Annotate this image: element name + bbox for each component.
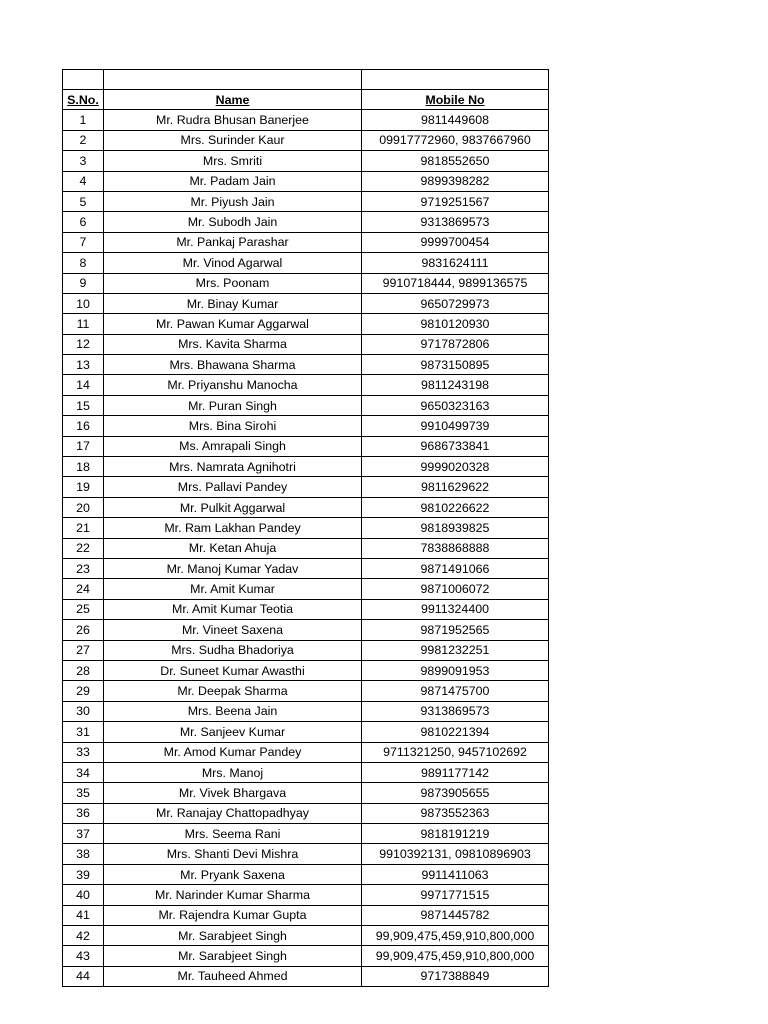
- sno-cell: 22: [63, 538, 104, 558]
- mobile-cell: 9811243198: [362, 375, 549, 395]
- name-cell: Mr. Tauheed Ahmed: [104, 966, 362, 986]
- name-cell: Mr. Deepak Sharma: [104, 681, 362, 701]
- mobile-cell: 9313869573: [362, 701, 549, 721]
- sno-cell: 10: [63, 293, 104, 313]
- sno-cell: 9: [63, 273, 104, 293]
- mobile-cell: 9811449608: [362, 110, 549, 130]
- sno-cell: 12: [63, 334, 104, 354]
- name-cell: Mr. Puran Singh: [104, 395, 362, 415]
- sno-cell: 5: [63, 191, 104, 211]
- sno-cell: 40: [63, 885, 104, 905]
- mobile-cell: 9873905655: [362, 783, 549, 803]
- mobile-cell: 9999020328: [362, 457, 549, 477]
- mobile-cell: 9971771515: [362, 885, 549, 905]
- mobile-cell: 9871475700: [362, 681, 549, 701]
- table-row: [63, 457, 549, 477]
- table-row: [63, 660, 549, 680]
- table-row: [63, 742, 549, 762]
- table-row: [63, 681, 549, 701]
- sno-cell: 44: [63, 966, 104, 986]
- name-cell: Mr. Priyanshu Manocha: [104, 375, 362, 395]
- table-row: [63, 640, 549, 660]
- table-row: [63, 110, 549, 130]
- name-cell: Mr. Narinder Kumar Sharma: [104, 885, 362, 905]
- name-cell: Mrs. Poonam: [104, 273, 362, 293]
- sno-cell: 11: [63, 314, 104, 334]
- sno-cell: 15: [63, 395, 104, 415]
- sno-cell: 3: [63, 151, 104, 171]
- name-cell: Mr. Rudra Bhusan Banerjee: [104, 110, 362, 130]
- table-row: [63, 762, 549, 782]
- mobile-cell: 09917772960, 9837667960: [362, 130, 549, 150]
- mobile-cell: 9650729973: [362, 293, 549, 313]
- table-row: [63, 416, 549, 436]
- sno-cell: 16: [63, 416, 104, 436]
- mobile-cell: 99,909,475,459,910,800,000: [362, 946, 549, 966]
- name-cell: Mrs. Kavita Sharma: [104, 334, 362, 354]
- mobile-cell: 9899091953: [362, 660, 549, 680]
- mobile-cell: 9818191219: [362, 824, 549, 844]
- table-row: [63, 844, 549, 864]
- mobile-cell: 9891177142: [362, 762, 549, 782]
- table-row: [63, 701, 549, 721]
- table-row: [63, 130, 549, 150]
- sno-cell: 6: [63, 212, 104, 232]
- name-cell: Mr. Sarabjeet Singh: [104, 946, 362, 966]
- mobile-cell: 9717872806: [362, 334, 549, 354]
- mobile-cell: 9810221394: [362, 722, 549, 742]
- table-row: [63, 212, 549, 232]
- sno-cell: 23: [63, 558, 104, 578]
- mobile-cell: 9911411063: [362, 864, 549, 884]
- name-cell: Mrs. Bina Sirohi: [104, 416, 362, 436]
- name-cell: Mrs. Smriti: [104, 151, 362, 171]
- table-row: [63, 803, 549, 823]
- sno-cell: 35: [63, 783, 104, 803]
- sno-cell: 8: [63, 253, 104, 273]
- name-cell: Mr. Padam Jain: [104, 171, 362, 191]
- mobile-cell: 9719251567: [362, 191, 549, 211]
- name-cell: Mr. Pankaj Parashar: [104, 232, 362, 252]
- blank-cell: [362, 70, 549, 90]
- table-row: [63, 436, 549, 456]
- name-cell: Dr. Suneet Kumar Awasthi: [104, 660, 362, 680]
- table-row: [63, 926, 549, 946]
- sno-cell: 13: [63, 355, 104, 375]
- table-body: [63, 110, 549, 987]
- mobile-cell: 9811629622: [362, 477, 549, 497]
- name-cell: Mrs. Beena Jain: [104, 701, 362, 721]
- mobile-cell: 9818552650: [362, 151, 549, 171]
- mobile-cell: 9871491066: [362, 558, 549, 578]
- name-cell: Mr. Piyush Jain: [104, 191, 362, 211]
- mobile-cell: 9911324400: [362, 599, 549, 619]
- sno-cell: 20: [63, 497, 104, 517]
- table-row: [63, 885, 549, 905]
- name-cell: Mrs. Sudha Bhadoriya: [104, 640, 362, 660]
- sno-cell: 37: [63, 824, 104, 844]
- mobile-cell: 9686733841: [362, 436, 549, 456]
- name-cell: Mrs. Namrata Agnihotri: [104, 457, 362, 477]
- header-name: Name: [104, 90, 362, 110]
- sno-cell: 25: [63, 599, 104, 619]
- table-row: [63, 518, 549, 538]
- table-row: [63, 395, 549, 415]
- sno-cell: 14: [63, 375, 104, 395]
- mobile-cell: 9871952565: [362, 620, 549, 640]
- header-mobile: Mobile No: [362, 90, 549, 110]
- name-cell: Ms. Amrapali Singh: [104, 436, 362, 456]
- sno-cell: 34: [63, 762, 104, 782]
- sno-cell: 36: [63, 803, 104, 823]
- mobile-cell: 9871006072: [362, 579, 549, 599]
- mobile-cell: 9910718444, 9899136575: [362, 273, 549, 293]
- name-cell: Mr. Pawan Kumar Aggarwal: [104, 314, 362, 334]
- table-row: [63, 273, 549, 293]
- mobile-cell: 9810120930: [362, 314, 549, 334]
- table-row: [63, 722, 549, 742]
- mobile-cell: 9711321250, 9457102692: [362, 742, 549, 762]
- name-cell: Mr. Sarabjeet Singh: [104, 926, 362, 946]
- header-sno: S.No.: [63, 90, 104, 110]
- sno-cell: 19: [63, 477, 104, 497]
- sno-cell: 27: [63, 640, 104, 660]
- name-cell: Mr. Ketan Ahuja: [104, 538, 362, 558]
- header-row: [63, 90, 549, 110]
- name-cell: Mrs. Surinder Kaur: [104, 130, 362, 150]
- name-cell: Mr. Vinod Agarwal: [104, 253, 362, 273]
- table-row: [63, 783, 549, 803]
- mobile-cell: 9831624111: [362, 253, 549, 273]
- table-row: [63, 314, 549, 334]
- name-cell: Mr. Ranajay Chattopadhyay: [104, 803, 362, 823]
- table-row: [63, 538, 549, 558]
- sno-cell: 7: [63, 232, 104, 252]
- mobile-cell: 7838868888: [362, 538, 549, 558]
- table-row: [63, 232, 549, 252]
- sno-cell: 21: [63, 518, 104, 538]
- blank-cell: [104, 70, 362, 90]
- table-row: [63, 375, 549, 395]
- mobile-cell: 9899398282: [362, 171, 549, 191]
- sno-cell: 18: [63, 457, 104, 477]
- sno-cell: 31: [63, 722, 104, 742]
- mobile-cell: 9873150895: [362, 355, 549, 375]
- name-cell: Mr. Sanjeev Kumar: [104, 722, 362, 742]
- name-cell: Mr. Pulkit Aggarwal: [104, 497, 362, 517]
- sno-cell: 39: [63, 864, 104, 884]
- sno-cell: 38: [63, 844, 104, 864]
- name-cell: Mr. Binay Kumar: [104, 293, 362, 313]
- mobile-cell: 99,909,475,459,910,800,000: [362, 926, 549, 946]
- sno-cell: 4: [63, 171, 104, 191]
- name-cell: Mr. Amod Kumar Pandey: [104, 742, 362, 762]
- table-row: [63, 334, 549, 354]
- name-cell: Mr. Amit Kumar: [104, 579, 362, 599]
- name-cell: Mr. Manoj Kumar Yadav: [104, 558, 362, 578]
- mobile-cell: 9717388849: [362, 966, 549, 986]
- table-row: [63, 171, 549, 191]
- mobile-cell: 9910499739: [362, 416, 549, 436]
- table-row: [63, 558, 549, 578]
- table-row: [63, 824, 549, 844]
- table-row: [63, 620, 549, 640]
- name-cell: Mrs. Manoj: [104, 762, 362, 782]
- table-row: [63, 151, 549, 171]
- mobile-cell: 9313869573: [362, 212, 549, 232]
- name-cell: Mrs. Pallavi Pandey: [104, 477, 362, 497]
- name-cell: Mrs. Bhawana Sharma: [104, 355, 362, 375]
- table-row: [63, 864, 549, 884]
- sno-cell: 29: [63, 681, 104, 701]
- sno-cell: 42: [63, 926, 104, 946]
- name-cell: Mr. Ram Lakhan Pandey: [104, 518, 362, 538]
- table-row: [63, 905, 549, 925]
- table-row: [63, 477, 549, 497]
- sno-cell: 43: [63, 946, 104, 966]
- table-row: [63, 966, 549, 986]
- mobile-cell: 9650323163: [362, 395, 549, 415]
- table-row: [63, 293, 549, 313]
- table-row: [63, 599, 549, 619]
- sno-cell: 1: [63, 110, 104, 130]
- sno-cell: 30: [63, 701, 104, 721]
- name-cell: Mr. Subodh Jain: [104, 212, 362, 232]
- sno-cell: 17: [63, 436, 104, 456]
- sno-cell: 28: [63, 660, 104, 680]
- table-row: [63, 946, 549, 966]
- sno-cell: 33: [63, 742, 104, 762]
- table-row: [63, 497, 549, 517]
- contact-table: [62, 69, 549, 987]
- mobile-cell: 9981232251: [362, 640, 549, 660]
- sno-cell: 26: [63, 620, 104, 640]
- table-row: [63, 253, 549, 273]
- name-cell: Mr. Amit Kumar Teotia: [104, 599, 362, 619]
- name-cell: Mr. Vineet Saxena: [104, 620, 362, 640]
- mobile-cell: 9871445782: [362, 905, 549, 925]
- sno-cell: 24: [63, 579, 104, 599]
- sno-cell: 41: [63, 905, 104, 925]
- name-cell: Mrs. Seema Rani: [104, 824, 362, 844]
- name-cell: Mr. Vivek Bhargava: [104, 783, 362, 803]
- mobile-cell: 9818939825: [362, 518, 549, 538]
- name-cell: Mr. Pryank Saxena: [104, 864, 362, 884]
- blank-cell: [63, 70, 104, 90]
- mobile-cell: 9999700454: [362, 232, 549, 252]
- mobile-cell: 9810226622: [362, 497, 549, 517]
- table-row: [63, 191, 549, 211]
- mobile-cell: 9873552363: [362, 803, 549, 823]
- blank-row: [63, 70, 549, 90]
- sno-cell: 2: [63, 130, 104, 150]
- name-cell: Mr. Rajendra Kumar Gupta: [104, 905, 362, 925]
- name-cell: Mrs. Shanti Devi Mishra: [104, 844, 362, 864]
- table-row: [63, 579, 549, 599]
- mobile-cell: 9910392131, 09810896903: [362, 844, 549, 864]
- table-row: [63, 355, 549, 375]
